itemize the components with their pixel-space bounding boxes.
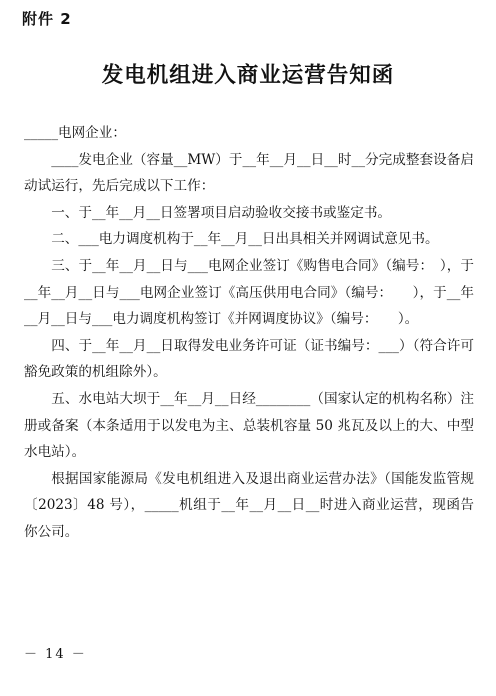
document-title: 发电机组进入商业运营告知函 xyxy=(101,63,395,88)
document-body xyxy=(24,120,474,546)
attachment-label: 附件 2 xyxy=(22,10,72,28)
salutation: _____电网企业： xyxy=(24,125,126,141)
paragraph-item-5: 五、水电站大坝于__年__月__日经________（国家认定的机构名称）注册或备案（本条适用于以发电为主、总装机容量 50 兆瓦及以上的大、中型水电站）。 xyxy=(24,390,474,461)
paragraph-item-1: 一、于__年__月__日签署项目启动验收交接书或鉴定书。 xyxy=(51,204,392,221)
page-number: － 14 － xyxy=(24,647,87,662)
paragraph-item-2: 二、___电力调度机构于__年__月__日出具相关并网调试意见书。 xyxy=(51,231,439,248)
paragraph-item-3: 三、于__年__月__日与___电网企业签订《购售电合同》（编号： ），于__年__月__日与___电网企业签订《高压供用电合同》（编号： ），于__年__月__日与___电力调度机构签订《并网调度协议》（编号： ）。 xyxy=(24,257,474,328)
paragraph-item-4: 四、于__年__月__日取得发电业务许可证（证书编号：___）（符合许可豁免政策的机组除外）。 xyxy=(24,337,474,381)
paragraph-intro: ____发电企业（容量__MW）于__年__月__日__时__分完成整套设备启动试运行，先后完成以下工作： xyxy=(24,151,474,195)
paragraph-conclusion: 根据国家能源局《发电机组进入及退出商业运营办法》（国能发监管规〔2023〕48 号），_____机组于__年__月__日__时进入商业运营，现函告你公司。 xyxy=(24,470,474,540)
